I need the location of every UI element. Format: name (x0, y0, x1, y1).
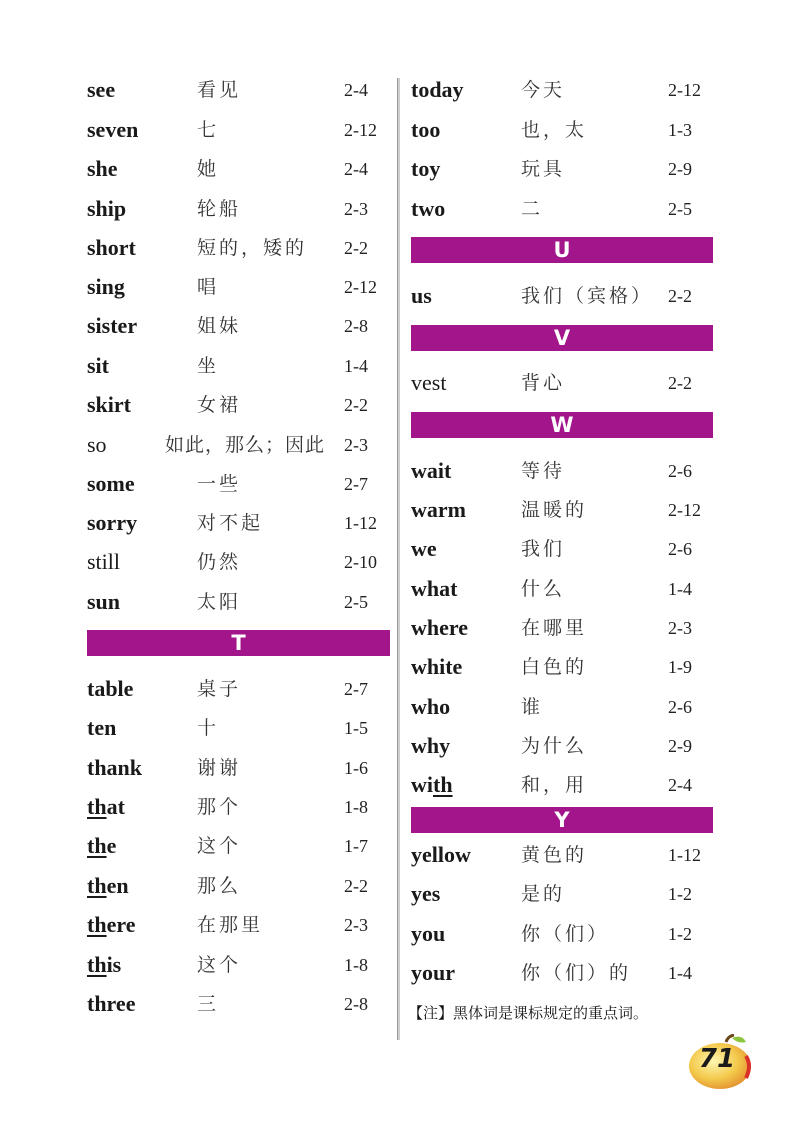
entry-meaning: 为什么 (521, 735, 588, 757)
section-header-v: V (411, 325, 713, 351)
entry-meaning: 对不起 (197, 512, 264, 534)
list-item (0, 989, 400, 1019)
entry-meaning: 那么 (197, 875, 242, 897)
underlined-letters: th (87, 873, 107, 898)
entry-meaning: 也，太 (521, 119, 588, 141)
word-rest: en (106, 873, 129, 898)
entry-unit: 2-12 (668, 500, 701, 520)
word-rest: at (106, 794, 125, 819)
entry-meaning: 黄色的 (521, 844, 588, 866)
entry-unit: 1-4 (344, 356, 368, 376)
entry-meaning: 一些 (197, 473, 242, 495)
list-item (400, 75, 800, 105)
list-item (0, 115, 400, 145)
entry-unit: 1-4 (668, 963, 692, 983)
list-item (0, 469, 400, 499)
entry-word: sister (87, 313, 138, 338)
entry-meaning: 是的 (521, 883, 566, 905)
entry-unit: 2-8 (344, 316, 368, 336)
list-item (400, 692, 800, 722)
list-item (0, 311, 400, 341)
list-item (400, 495, 800, 525)
section-header-w: W (411, 412, 713, 438)
entry-meaning: 二 (521, 198, 544, 220)
entry-meaning: 唱 (197, 276, 220, 298)
entry-word: we (411, 536, 437, 561)
word-prefix: wi (411, 772, 433, 797)
list-item (400, 368, 800, 398)
list-item (400, 534, 800, 564)
entry-unit: 1-2 (668, 884, 692, 904)
list-item (0, 587, 400, 617)
entry-meaning: 我们（宾格） (521, 285, 654, 307)
entry-meaning: 背心 (521, 372, 566, 394)
entry-unit: 2-7 (344, 474, 368, 494)
entry-word: why (411, 733, 451, 758)
entry-word: table (87, 676, 134, 701)
entry-word: what (411, 576, 458, 601)
entry-word: where (411, 615, 469, 640)
entry-meaning: 我们 (521, 538, 566, 560)
entry-meaning: 什么 (521, 578, 566, 600)
list-item (400, 456, 800, 486)
entry-unit: 2-3 (668, 618, 692, 638)
list-item (400, 194, 800, 224)
list-item (0, 950, 400, 980)
entry-word (87, 950, 121, 980)
entry-word: so (87, 432, 107, 457)
entry-unit: 2-12 (344, 277, 377, 297)
list-item (0, 390, 400, 420)
entry-word: vest (411, 370, 447, 395)
entry-unit: 2-4 (344, 159, 368, 179)
entry-unit: 2-8 (344, 994, 368, 1014)
entry-word: two (411, 196, 446, 221)
entry-unit: 2-10 (344, 552, 377, 572)
underlined-letters: th (433, 772, 453, 797)
entry-meaning: 谢谢 (197, 757, 242, 779)
list-item (0, 674, 400, 704)
list-item (400, 613, 800, 643)
underlined-letters: th (87, 833, 107, 858)
entry-word: sit (87, 353, 109, 378)
list-item (0, 713, 400, 743)
entry-word: seven (87, 117, 139, 142)
page-number-badge (686, 1034, 756, 1092)
entry-meaning: 在那里 (197, 914, 264, 936)
underlined-letters: th (87, 952, 107, 977)
entry-word: wait (411, 458, 452, 483)
entry-meaning: 谁 (521, 696, 544, 718)
entry-unit: 2-4 (668, 775, 692, 795)
entry-word: toy (411, 156, 441, 181)
list-item (0, 75, 400, 105)
entry-meaning: 姐妹 (197, 315, 242, 337)
section-header-t: T (87, 630, 390, 656)
entry-word: you (411, 921, 446, 946)
list-item (0, 430, 400, 460)
entry-word: warm (411, 497, 466, 522)
entry-word: three (87, 991, 136, 1016)
entry-unit: 2-9 (668, 736, 692, 756)
entry-meaning: 看见 (197, 79, 242, 101)
entry-unit: 2-6 (668, 539, 692, 559)
entry-word: sing (87, 274, 125, 299)
list-item (0, 194, 400, 224)
entry-word: us (411, 283, 432, 308)
section-header-y: Y (411, 807, 713, 833)
entry-meaning: 坐 (197, 355, 220, 377)
entry-unit: 1-3 (668, 120, 692, 140)
entry-unit: 1-6 (344, 758, 368, 778)
list-item (400, 115, 800, 145)
entry-word: still (87, 549, 121, 574)
entry-meaning: 如此，那么；因此 (165, 434, 326, 456)
entry-meaning: 十 (197, 717, 220, 739)
word-rest: e (106, 833, 117, 858)
entry-word: ship (87, 196, 127, 221)
entry-word: today (411, 77, 464, 102)
word-rest: ere (106, 912, 136, 937)
entry-unit: 1-7 (344, 836, 368, 856)
entry-unit: 1-2 (668, 924, 692, 944)
list-item (0, 910, 400, 940)
entry-word: yellow (411, 842, 471, 867)
entry-word (87, 910, 135, 940)
underlined-letters: th (87, 912, 107, 937)
entry-unit: 2-2 (344, 395, 368, 415)
list-item (400, 574, 800, 604)
entry-meaning: 玩具 (521, 158, 566, 180)
entry-word: too (411, 117, 441, 142)
entry-unit: 1-5 (344, 718, 368, 738)
entry-word: she (87, 156, 118, 181)
underlined-letters: th (87, 794, 107, 819)
list-item (0, 233, 400, 263)
list-item (0, 792, 400, 822)
entry-unit: 2-5 (344, 592, 368, 612)
entry-unit: 2-12 (344, 120, 377, 140)
entry-word: who (411, 694, 451, 719)
entry-word (87, 871, 129, 901)
entry-word: see (87, 77, 116, 102)
list-item (400, 958, 800, 988)
entry-unit: 2-3 (344, 915, 368, 935)
list-item (0, 154, 400, 184)
entry-unit: 2-2 (344, 876, 368, 896)
footnote: 【注】黑体词是课标规定的重点词。 (408, 1004, 649, 1022)
list-item (0, 547, 400, 577)
entry-meaning: 女裙 (197, 394, 242, 416)
entry-unit: 2-7 (344, 679, 368, 699)
entry-meaning: 短的，矮的 (197, 237, 308, 259)
list-item (400, 879, 800, 909)
entry-word: white (411, 654, 463, 679)
entry-word: yes (411, 881, 441, 906)
entry-unit: 2-6 (668, 697, 692, 717)
entry-word (87, 831, 116, 861)
entry-meaning: 这个 (197, 954, 242, 976)
list-item (0, 508, 400, 538)
entry-meaning: 在哪里 (521, 617, 588, 639)
list-item (400, 840, 800, 870)
list-item (0, 753, 400, 783)
entry-unit: 1-4 (668, 579, 692, 599)
entry-word (87, 792, 125, 822)
entry-word: ten (87, 715, 117, 740)
entry-meaning: 你（们）的 (521, 962, 632, 984)
entry-word: sorry (87, 510, 138, 535)
list-item (0, 831, 400, 861)
list-item (0, 272, 400, 302)
entry-unit: 2-6 (668, 461, 692, 481)
entry-word: thank (87, 755, 143, 780)
entry-meaning: 轮船 (197, 198, 242, 220)
entry-meaning: 仍然 (197, 551, 242, 573)
entry-word: skirt (87, 392, 131, 417)
list-item (400, 731, 800, 761)
entry-unit: 2-2 (344, 238, 368, 258)
entry-unit: 1-8 (344, 797, 368, 817)
page-number: 71 (698, 1044, 736, 1074)
entry-meaning: 这个 (197, 835, 242, 857)
entry-unit: 2-2 (668, 286, 692, 306)
section-header-u: U (411, 237, 713, 263)
list-item (400, 770, 800, 800)
entry-meaning: 桌子 (197, 678, 242, 700)
entry-word (411, 770, 453, 800)
entry-unit: 1-9 (668, 657, 692, 677)
entry-unit: 2-4 (344, 80, 368, 100)
entry-word: your (411, 960, 455, 985)
entry-meaning: 她 (197, 158, 220, 180)
entry-unit: 2-9 (668, 159, 692, 179)
word-rest: is (106, 952, 122, 977)
list-item (400, 919, 800, 949)
entry-meaning: 三 (197, 993, 220, 1015)
entry-unit: 2-5 (668, 199, 692, 219)
entry-unit: 1-12 (344, 513, 377, 533)
entry-meaning: 太阳 (197, 591, 242, 613)
entry-unit: 1-12 (668, 845, 701, 865)
list-item (0, 351, 400, 381)
list-item (400, 652, 800, 682)
list-item (400, 281, 800, 311)
entry-unit: 2-12 (668, 80, 701, 100)
entry-meaning: 温暖的 (521, 499, 588, 521)
entry-meaning: 那个 (197, 796, 242, 818)
entry-meaning: 和，用 (521, 774, 588, 796)
entry-meaning: 你（们） (521, 923, 610, 945)
entry-meaning: 白色的 (521, 656, 588, 678)
list-item (0, 871, 400, 901)
entry-meaning: 等待 (521, 460, 566, 482)
entry-meaning: 七 (197, 119, 220, 141)
list-item (400, 154, 800, 184)
entry-word: some (87, 471, 135, 496)
entry-unit: 2-3 (344, 435, 368, 455)
entry-unit: 2-2 (668, 373, 692, 393)
entry-unit: 2-3 (344, 199, 368, 219)
entry-word: sun (87, 589, 121, 614)
entry-meaning: 今天 (521, 79, 566, 101)
entry-unit: 1-8 (344, 955, 368, 975)
entry-word: short (87, 235, 136, 260)
